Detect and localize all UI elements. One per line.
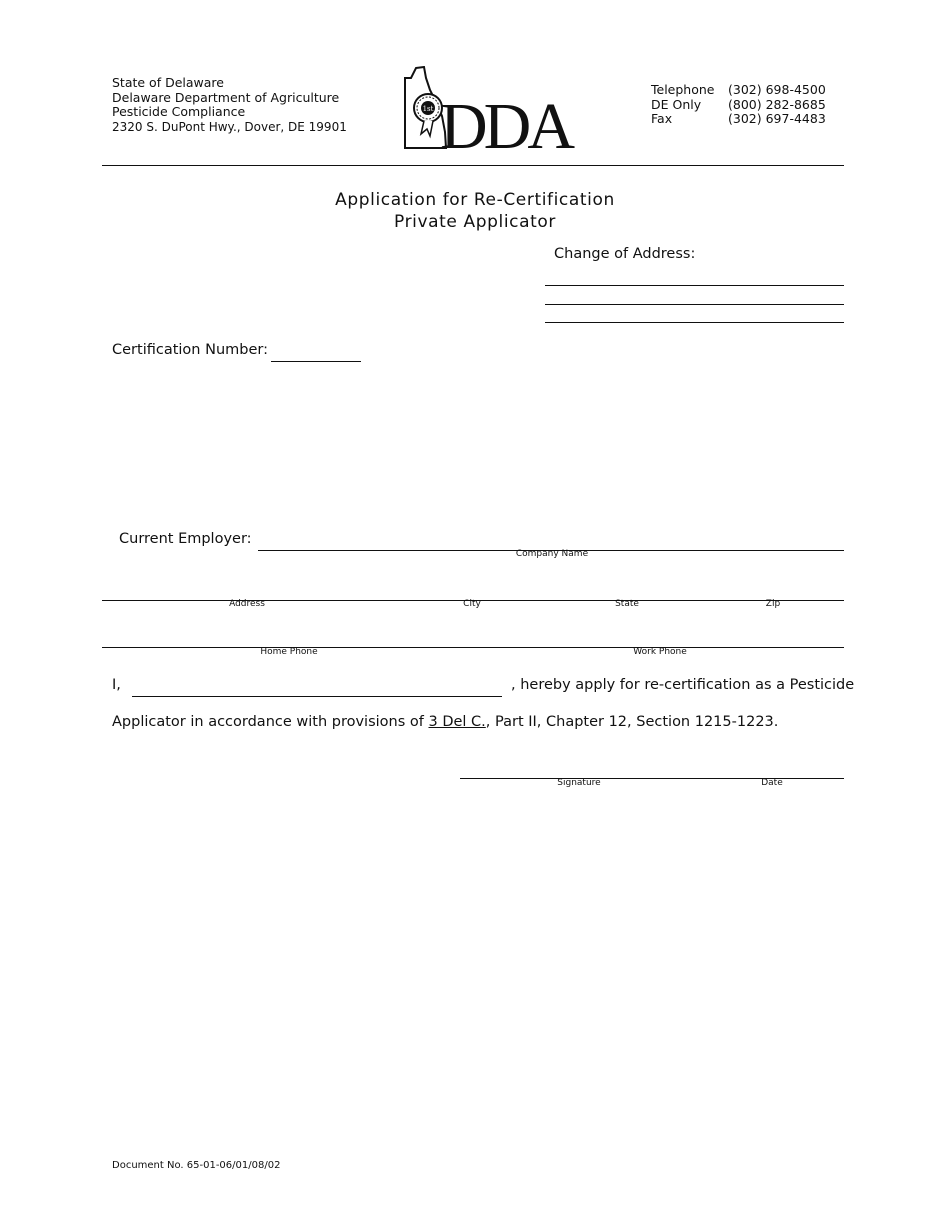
address-caption: Address <box>229 599 265 609</box>
home-phone-caption: Home Phone <box>260 647 318 657</box>
statement-line-2 <box>112 714 778 730</box>
date-caption: Date <box>761 778 783 788</box>
applicant-name-field[interactable] <box>132 696 502 697</box>
change-of-address-line-2[interactable] <box>545 304 844 305</box>
certification-number-field[interactable] <box>271 361 361 362</box>
agency-line: 2320 S. DuPont Hwy., Dover, DE 19901 <box>112 120 347 135</box>
contact-row <box>651 83 826 98</box>
city-caption: City <box>463 599 481 609</box>
state-caption: State <box>615 599 639 609</box>
change-of-address-line-3[interactable] <box>545 322 844 323</box>
current-employer-label: Current Employer: <box>119 531 252 547</box>
statement-line-2-start: Applicator in accordance with provisions of <box>112 714 429 730</box>
agency-line: State of Delaware <box>112 75 224 90</box>
company-name-caption: Company Name <box>515 549 589 559</box>
logo-badge-text: 1st <box>422 105 434 113</box>
form-title: Application for Re-Certification <box>335 190 615 210</box>
certification-number-label: Certification Number: <box>112 342 268 358</box>
form-subtitle: Private Applicator <box>394 212 556 232</box>
statement-prefix: I, <box>112 677 121 693</box>
change-of-address-line-1[interactable] <box>545 285 844 286</box>
statement-suffix: , hereby apply for re-certification as a Pesticide <box>511 677 855 693</box>
agency-address-block <box>112 76 347 135</box>
agency-line: Pesticide Compliance <box>112 104 246 120</box>
statement-line-2-end: , Part II, Chapter 12, Section 1215-1223. <box>485 714 779 730</box>
code-reference: 3 Del C. <box>428 714 486 730</box>
header-divider <box>102 165 844 166</box>
contact-block <box>651 83 826 127</box>
contact-label: Telephone <box>651 82 715 97</box>
work-phone-caption: Work Phone <box>633 647 687 657</box>
contact-value: (302) 698-4500 <box>728 82 826 97</box>
dda-logo <box>402 66 592 152</box>
signature-caption: Signature <box>557 778 601 788</box>
logo-text: DDA <box>440 90 571 152</box>
contact-row <box>651 112 826 127</box>
change-of-address-label: Change of Address: <box>554 246 696 262</box>
phone-line-field[interactable] <box>102 647 844 648</box>
agency-line: Delaware Department of Agriculture <box>112 89 340 105</box>
zip-caption: Zip <box>765 599 781 609</box>
contact-label: DE Only <box>651 96 702 112</box>
contact-value: (800) 282-8685 <box>728 96 826 112</box>
contact-row <box>651 98 826 113</box>
document-number: Document No. 65-01-06/01/08/02 <box>112 1160 281 1171</box>
contact-value: (302) 697-4483 <box>728 111 826 127</box>
contact-label: Fax <box>651 111 673 127</box>
